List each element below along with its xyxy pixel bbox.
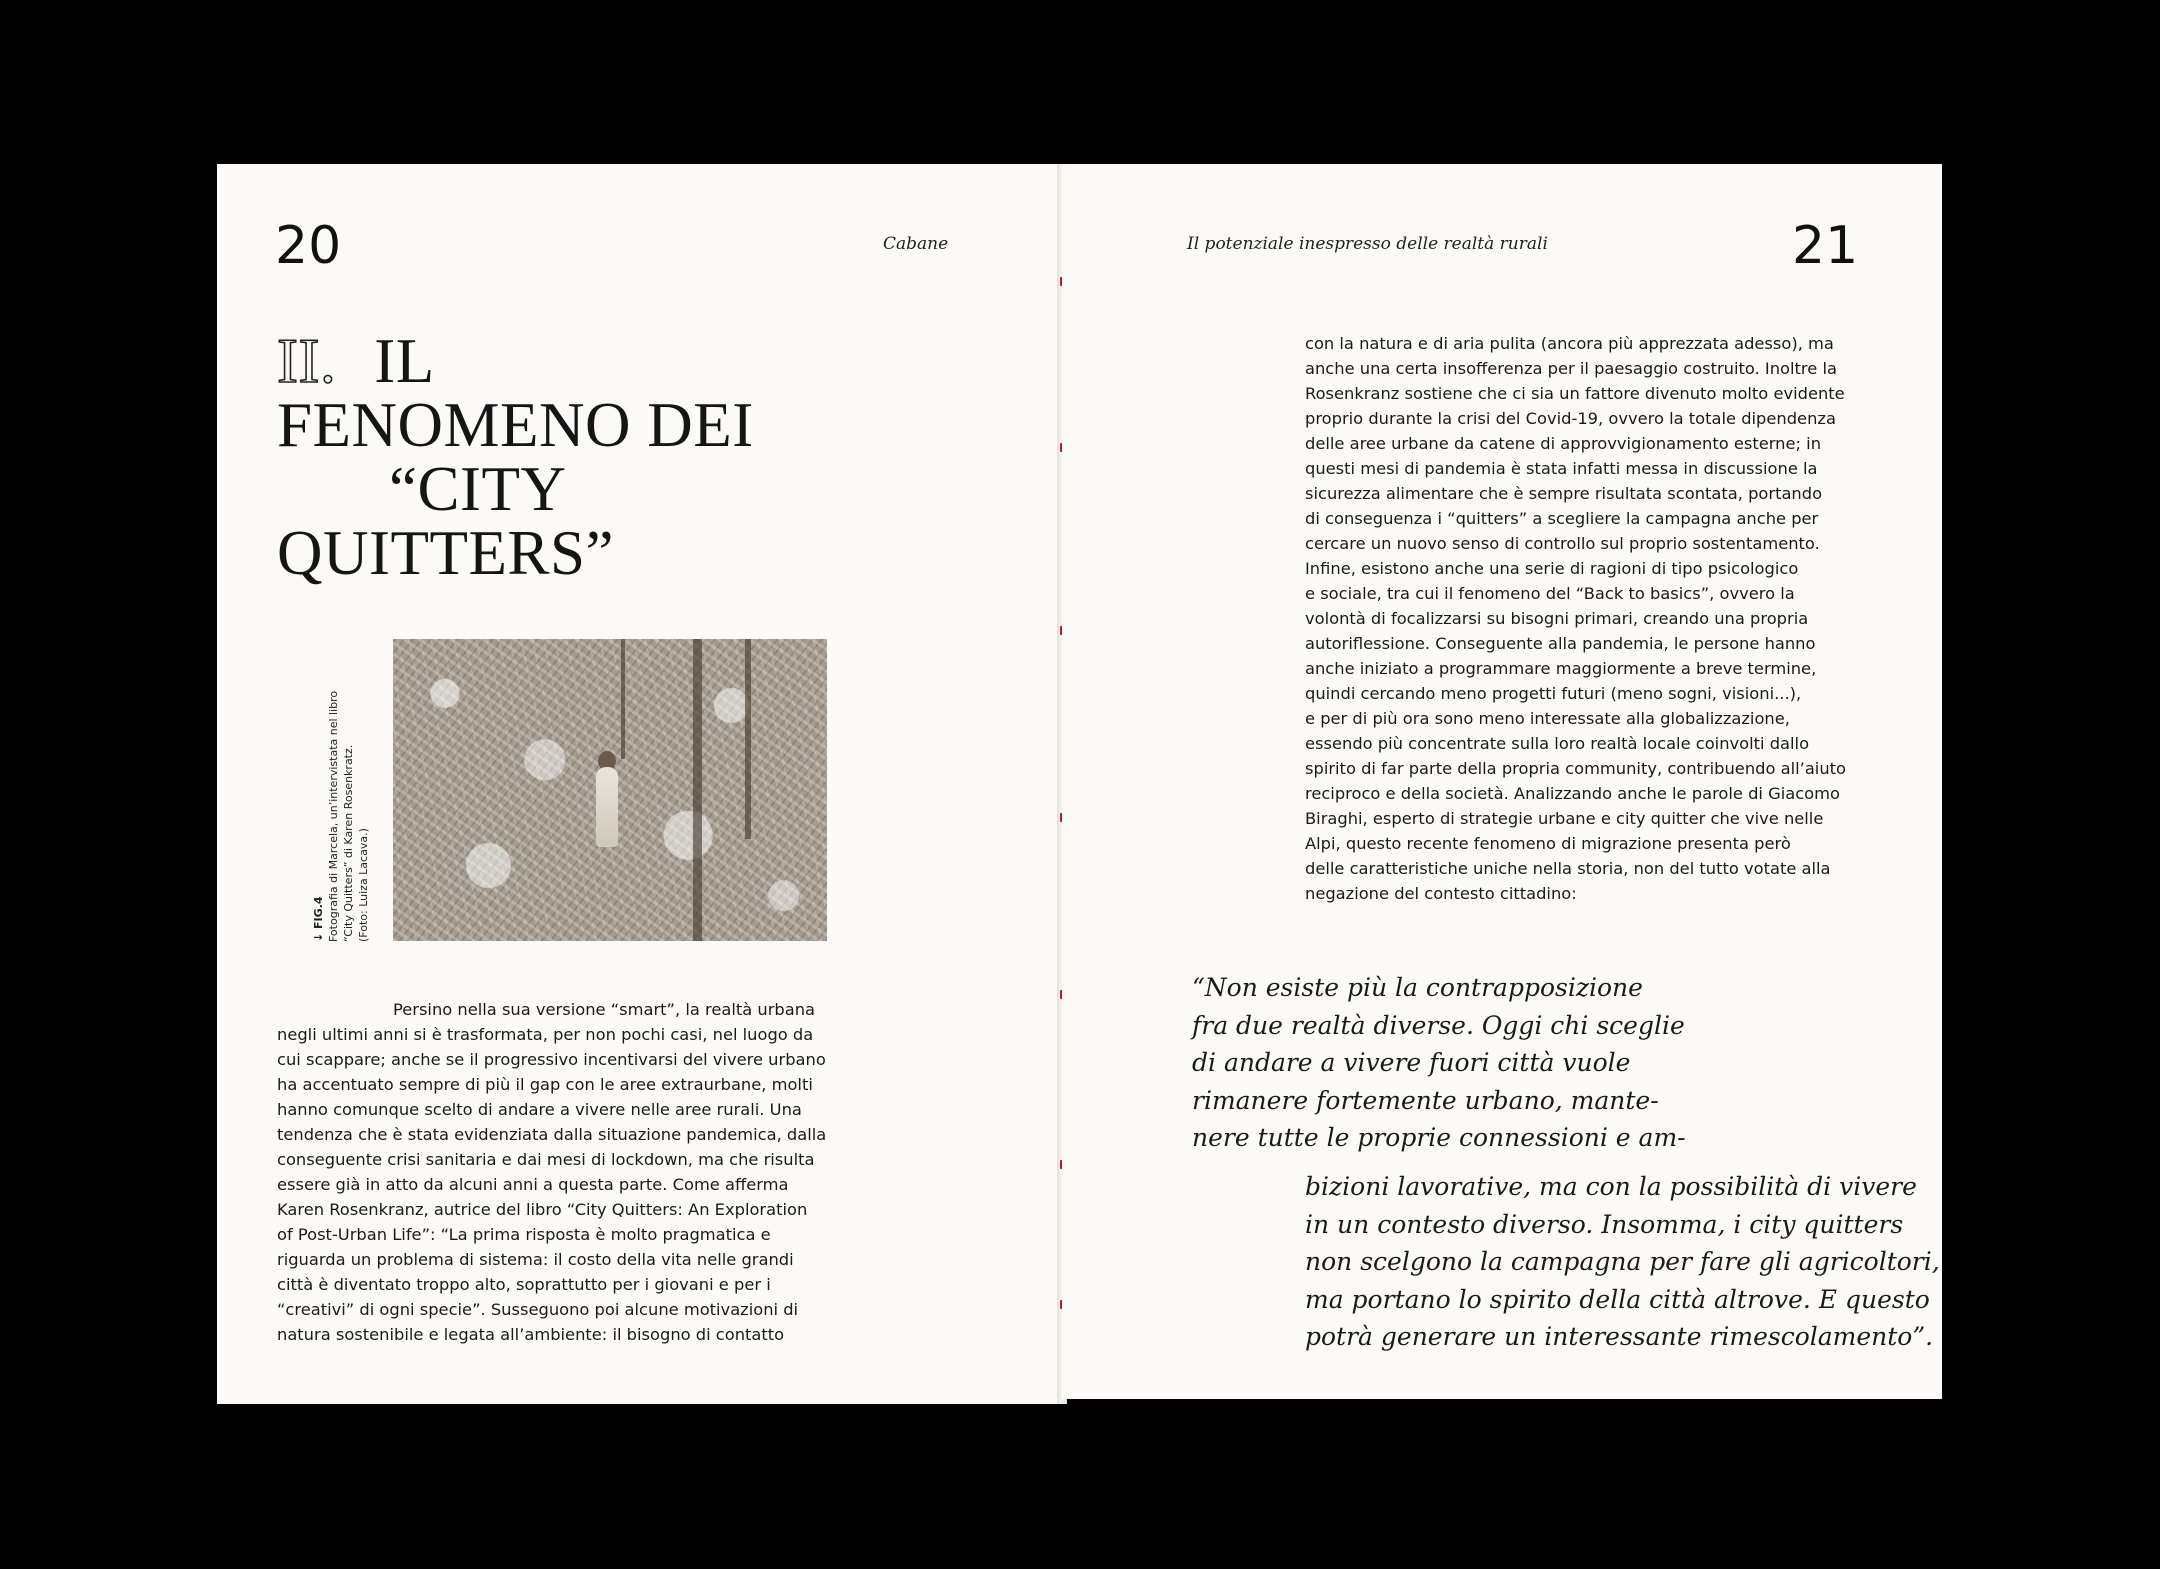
- chapter-title-line-3: “CITY: [389, 454, 567, 524]
- tree-trunk: [693, 639, 702, 941]
- caption-line: (Foto: Luiza Lacava.): [357, 828, 370, 942]
- body-line: essere già in atto da alcuni anni a questa parte. Come afferma: [277, 1175, 789, 1194]
- caption-line: Fotografia di Marcela, un’intervistata nel libro: [327, 690, 340, 942]
- body-line: anche iniziato a programmare maggiormente a breve termine,: [1305, 659, 1817, 678]
- body-line: con la natura e di aria pulita (ancora più apprezzata adesso), ma: [1305, 334, 1834, 353]
- body-line: of Post-Urban Life”: “La prima risposta è molto pragmatica e: [277, 1225, 771, 1244]
- body-line: hanno comunque scelto di andare a vivere nelle aree rurali. Una: [277, 1100, 802, 1119]
- body-line: “creativi” di ogni specie”. Susseguono poi alcune motivazioni di: [277, 1300, 799, 1319]
- running-head-left: Cabane: [883, 234, 949, 254]
- pull-quote-part-b: [1305, 1168, 1940, 1356]
- quote-line: ma portano lo spirito della città altrove. E questo: [1305, 1284, 1930, 1314]
- body-line: negli ultimi anni si è trasformata, per non pochi casi, nel luogo da: [277, 1025, 814, 1044]
- tree-trunk: [621, 639, 625, 759]
- body-line: di conseguenza i “quitters” a scegliere la campagna anche per: [1305, 509, 1819, 528]
- quote-line: fra due realtà diverse. Oggi chi sceglie: [1192, 1010, 1685, 1040]
- body-line: delle aree urbane da catene di approvvigionamento esterne; in: [1305, 434, 1822, 453]
- body-line: volontà di focalizzarsi su bisogni primari, creando una propria: [1305, 609, 1809, 628]
- body-line: Biraghi, esperto di strategie urbane e city quitter che vive nelle: [1305, 809, 1824, 828]
- chapter-title-line-4: QUITTERS”: [277, 518, 614, 588]
- person-figure: [596, 767, 618, 847]
- body-line: Infine, esistono anche una serie di ragioni di tipo psicologico: [1305, 559, 1799, 578]
- left-body-text: [277, 997, 826, 1347]
- quote-line: “Non esiste più la contrapposizione: [1192, 973, 1643, 1002]
- chapter-title-line-2: FENOMENO DEI: [277, 390, 754, 460]
- body-line: negazione del contesto cittadino:: [1305, 884, 1577, 903]
- figure-label: ↓ FIG.4: [312, 896, 325, 942]
- body-line: anche una certa insofferenza per il paesaggio costruito. Inoltre la: [1305, 359, 1837, 378]
- body-line: sicurezza alimentare che è sempre risultata scontata, portando: [1305, 484, 1823, 503]
- page-number-left: 20: [275, 216, 342, 276]
- body-line: questi mesi di pandemia è stata infatti messa in discussione la: [1305, 459, 1818, 478]
- body-line: spirito di far parte della propria community, contribuendo all’aiuto: [1305, 759, 1846, 778]
- body-line: e sociale, tra cui il fenomeno del “Back to basics”, ovvero la: [1305, 584, 1795, 603]
- pull-quote-part-a: [1192, 969, 1686, 1157]
- caption-line: “City Quitters” di Karen Rosenkratz.: [342, 744, 355, 942]
- body-line: Rosenkranz sostiene che ci sia un fattore divenuto molto evidente: [1305, 384, 1845, 403]
- body-line: Karen Rosenkranz, autrice del libro “City Quitters: An Exploration: [277, 1200, 808, 1219]
- quote-line: nere tutte le proprie connessioni e am-: [1192, 1123, 1686, 1152]
- running-head-right: Il potenziale inespresso delle realtà rurali: [1187, 234, 1548, 254]
- body-line: natura sostenibile e legata all’ambiente: il bisogno di contatto: [277, 1325, 785, 1344]
- body-line: cui scappare; anche se il progressivo incentivarsi del vivere urbano: [277, 1050, 826, 1069]
- forest-photo: [393, 639, 827, 941]
- quote-line: bizioni lavorative, ma con la possibilità di vivere: [1305, 1172, 1917, 1201]
- page-number-right: 21: [1792, 216, 1859, 276]
- quote-line: rimanere fortemente urbano, mante-: [1192, 1085, 1659, 1115]
- body-line: proprio durante la crisi del Covid-19, ovvero la totale dipendenza: [1305, 409, 1836, 428]
- right-page: [1062, 164, 1942, 1399]
- figure-caption: [311, 642, 371, 942]
- quote-line: in un contesto diverso. Insomma, i city quitters: [1305, 1209, 1904, 1239]
- body-line: quindi cercando meno progetti futuri (meno sogni, visioni...),: [1305, 684, 1802, 703]
- body-line: conseguente crisi sanitaria e dai mesi di lockdown, ma che risulta: [277, 1150, 815, 1169]
- body-line: riguarda un problema di sistema: il costo della vita nelle grandi: [277, 1250, 794, 1269]
- body-line: Persino nella sua versione “smart”, la realtà urbana: [393, 1000, 816, 1019]
- body-line: cercare un nuovo senso di controllo sul proprio sostentamento.: [1305, 534, 1820, 553]
- body-line: ha accentuato sempre di più il gap con le aree extraurbane, molti: [277, 1075, 813, 1094]
- body-line: delle caratteristiche uniche nella storia, non del tutto votate alla: [1305, 859, 1831, 878]
- tree-trunk: [745, 639, 751, 839]
- quote-line: non scelgono la campagna per fare gli agricoltori,: [1305, 1247, 1940, 1276]
- chapter-title: [277, 326, 754, 588]
- quote-line: potrà generare un interessante rimescolamento”.: [1305, 1322, 1934, 1351]
- body-line: Alpi, questo recente fenomeno di migrazione presenta però: [1305, 834, 1791, 853]
- body-line: e per di più ora sono meno interessate alla globalizzazione,: [1305, 709, 1790, 728]
- right-body-text: [1305, 331, 1846, 906]
- body-line: reciproco e della società. Analizzando anche le parole di Giacomo: [1305, 784, 1840, 803]
- left-page: [217, 164, 1059, 1404]
- body-line: essendo più concentrate sulla loro realtà locale coinvolti dallo: [1305, 734, 1810, 753]
- chapter-title-line-1: IL: [374, 326, 435, 396]
- body-line: tendenza che è stata evidenziata dalla situazione pandemica, dalla: [277, 1125, 827, 1144]
- body-line: autoriflessione. Conseguente alla pandemia, le persone hanno: [1305, 634, 1816, 653]
- body-line: città è diventato troppo alto, soprattutto per i giovani e per i: [277, 1275, 771, 1294]
- quote-line: di andare a vivere fuori città vuole: [1192, 1048, 1631, 1077]
- chapter-numeral: II.: [277, 326, 337, 396]
